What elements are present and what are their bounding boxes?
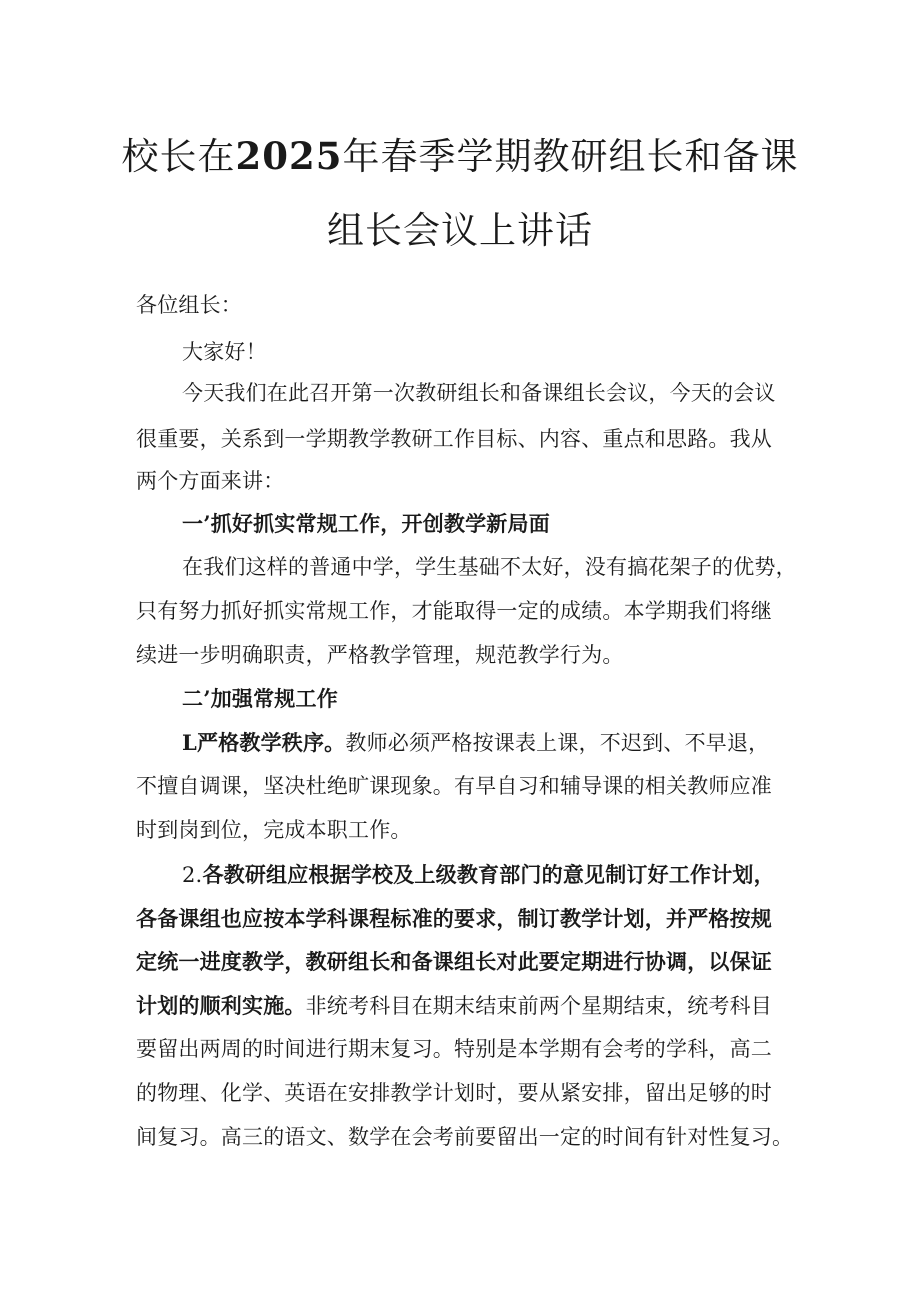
item-2-line-7: 间复习。高三的语文、数学在会考前要留出一定的时间有针对性复习。 xyxy=(136,1125,794,1149)
item-2-line-1 xyxy=(182,864,775,886)
document-title-line-2: 组长会议上讲话 xyxy=(327,209,593,252)
item-2-bold-text: 各教研组应根据学校及上级教育部门的意见制订好工作计划， xyxy=(202,862,775,887)
item-2-line-3: 定统一进度教学，教研组长和备课组长对此要定期进行协调，以保证 xyxy=(136,949,772,974)
section-2-heading: 二’加强常规工作 xyxy=(182,686,338,711)
section-1-line-1: 在我们这样的普通中学，学生基础不太好，没有搞花架子的优势， xyxy=(182,555,797,579)
item-2-text: 非统考科目在期末结束前两个星期结束，统考科目 xyxy=(305,994,773,1018)
section-1-line-2: 只有努力抓好抓实常规工作，才能取得一定的成绩。本学期我们将继 xyxy=(136,599,772,623)
title-year: 2025 xyxy=(235,134,343,178)
greeting: 大家好！ xyxy=(182,340,267,364)
document-title-line-1 xyxy=(0,134,920,178)
item-2-line-5: 要留出两周的时间进行期末复习。特别是本学期有会考的学科，高二 xyxy=(136,1037,772,1061)
item-1-line-2: 不擅自调课，坚决杜绝旷课现象。有早自习和辅导课的相关教师应准 xyxy=(136,774,772,798)
item-1-text: 教师必须严格按课表上课，不迟到、不早退， xyxy=(345,731,770,755)
intro-line-1: 今天我们在此召开第一次教研组长和备课组长会议，今天的会议 xyxy=(182,381,776,405)
item-2-line-6: 的物理、化学、英语在安排教学计划时，要从紧安排，留出足够的时 xyxy=(136,1081,772,1105)
intro-line-2: 很重要，关系到一学期教学教研工作目标、内容、重点和思路。我从 xyxy=(136,427,772,451)
title-suffix: 年春季学期教研组长和备课 xyxy=(342,135,799,178)
item-1-line-1 xyxy=(182,732,769,754)
item-1-line-3: 时到岗到位，完成本职工作。 xyxy=(136,818,412,842)
section-1-heading: 一’抓好抓实常规工作，开创教学新局面 xyxy=(182,511,550,536)
item-2-line-2: 各备课组也应按本学科课程标准的要求，制订教学计划，并严格按规 xyxy=(136,906,772,931)
section-1-line-3: 续进一步明确职责，严格教学管理，规范教学行为。 xyxy=(136,643,624,667)
salutation: 各位组长： xyxy=(136,293,242,317)
item-1-title: L严格教学秩序。 xyxy=(182,730,346,755)
title-prefix: 校长在 xyxy=(121,135,236,178)
intro-line-3: 两个方面来讲： xyxy=(136,469,285,493)
item-2-bold-end: 计划的顺利实施。 xyxy=(136,993,306,1018)
item-2-line-4 xyxy=(136,995,772,1017)
item-2-number: 2. xyxy=(182,863,203,887)
